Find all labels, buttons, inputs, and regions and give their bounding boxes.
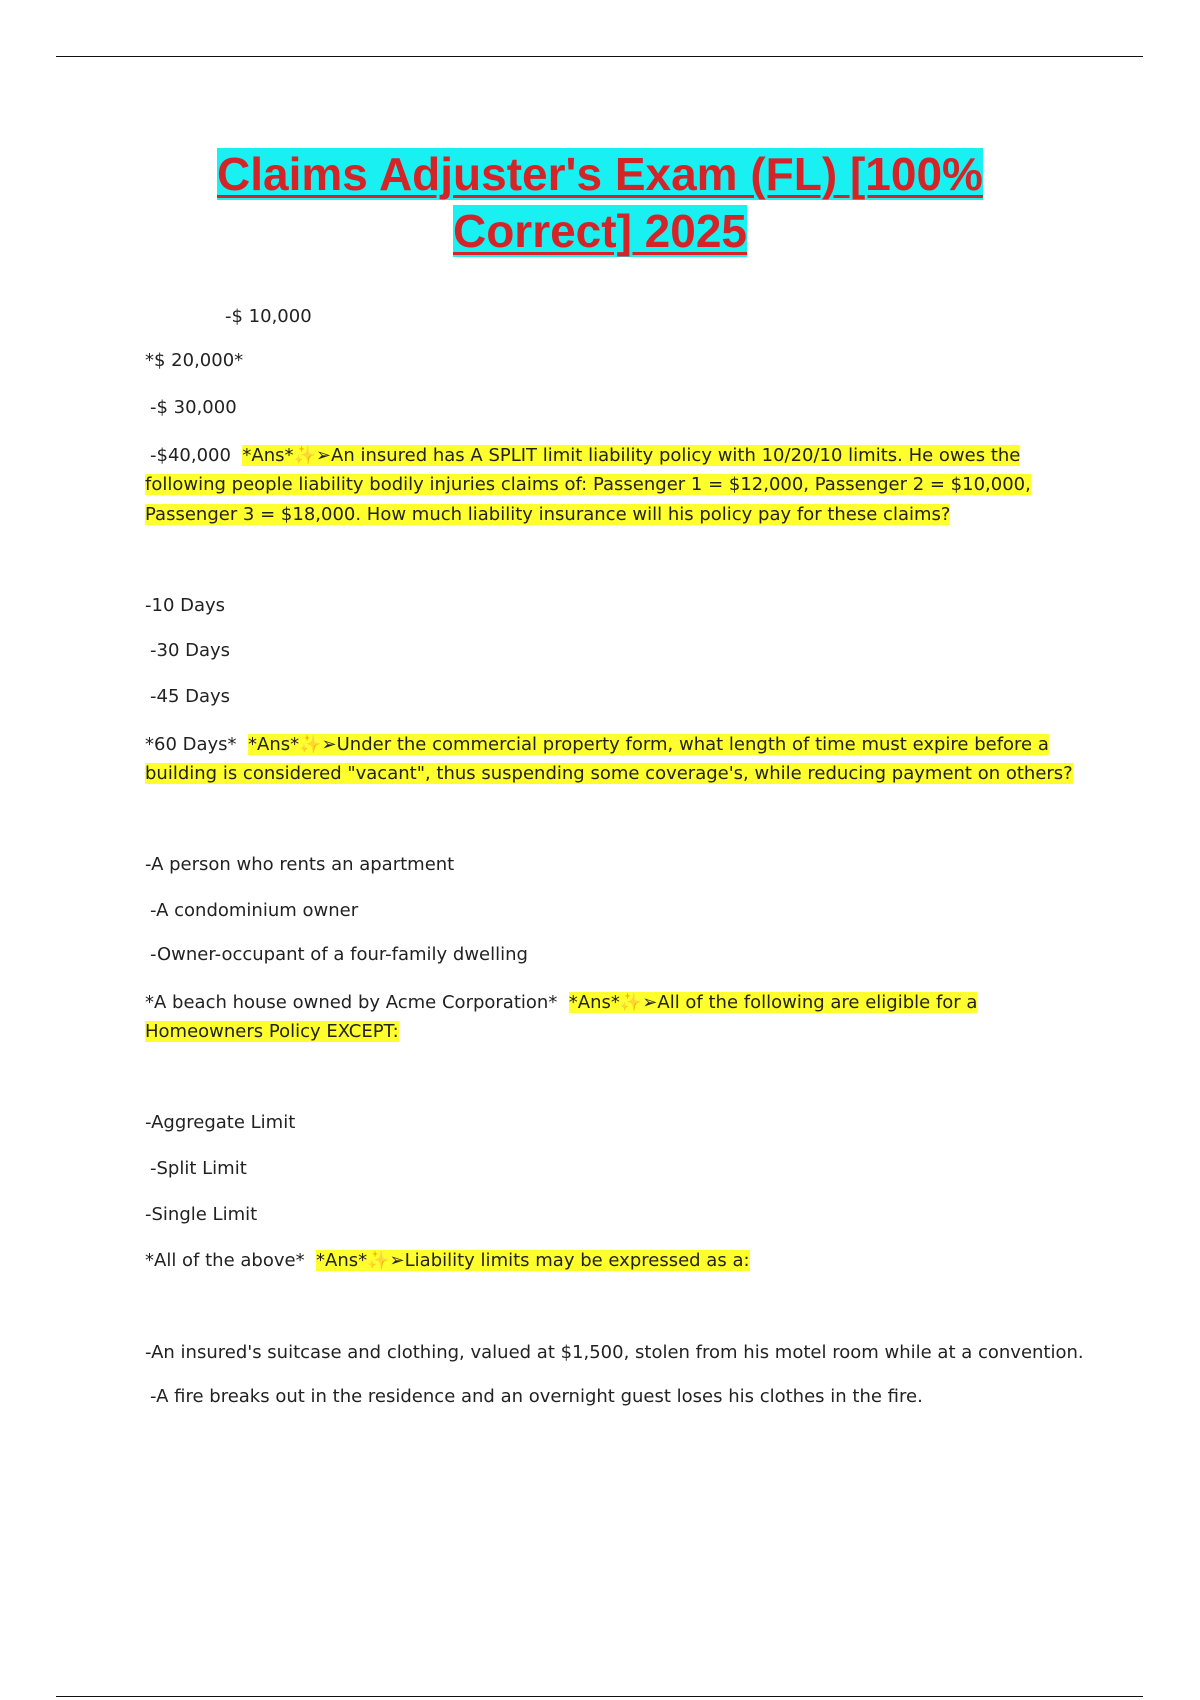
sparkle-arrow-icon: ✨➢	[299, 734, 337, 755]
sparkle-arrow-icon: ✨➢	[367, 1250, 405, 1271]
q3-answer-line	[145, 988, 977, 1017]
q3-question-l1: All of the following are eligible for a	[657, 992, 978, 1013]
q1-question-l2: following people liability bodily injuries claims of: Passenger 1 = $12,000, Passenger 2 = $10,000,	[145, 474, 1031, 495]
q3-option-1: -A person who rents an apartment	[145, 854, 455, 875]
q1-ans-label: *Ans*	[242, 445, 294, 466]
q3-option-2: -A condominium owner	[150, 900, 359, 921]
q4-option-4: *All of the above*	[145, 1250, 305, 1271]
q1-question-l1: An insured has A SPLIT limit liability policy with 10/20/10 limits. He owes the	[331, 445, 1021, 466]
q4-option-2: -Split Limit	[150, 1158, 247, 1179]
q1-option-3: -$ 30,000	[150, 397, 237, 418]
q3-question-line-2	[145, 1017, 399, 1046]
sparkle-arrow-icon: ✨➢	[293, 445, 331, 466]
q2-option-2: -30 Days	[150, 640, 231, 661]
top-rule	[56, 56, 1143, 57]
q2-option-1: -10 Days	[145, 595, 226, 616]
q1-question-line-3	[145, 500, 950, 529]
q1-question-l3: Passenger 3 = $18,000. How much liability insurance will his policy pay for these claims?	[145, 504, 951, 525]
title-line-1: Claims Adjuster's Exam (FL) [100%	[217, 148, 983, 200]
q3-question-l2: Homeowners Policy EXCEPT:	[145, 1021, 399, 1042]
title-line-2: Correct] 2025	[452, 205, 748, 257]
q4-answer-line	[145, 1246, 750, 1275]
q3-option-4: *A beach house owned by Acme Corporation*	[145, 992, 558, 1013]
q1-option-1: -$ 10,000	[225, 306, 312, 327]
q2-answer-line	[145, 730, 1049, 759]
q1-option-4: -$40,000	[150, 445, 231, 466]
q1-question-line-2	[145, 470, 1031, 499]
sparkle-arrow-icon: ✨➢	[619, 992, 658, 1013]
q2-question-l1: Under the commercial property form, what length of time must expire before a	[336, 734, 1049, 755]
page-title	[0, 146, 1200, 260]
q2-question-l2: building is considered "vacant", thus suspending some coverage's, while reducing payment on others?	[145, 763, 1073, 784]
q4-question-l1: Liability limits may be expressed as a:	[404, 1250, 750, 1271]
q2-option-4: *60 Days*	[145, 734, 237, 755]
q4-option-3: -Single Limit	[145, 1204, 258, 1225]
q1-answer-line	[150, 441, 1020, 470]
q5-option-2: -A fire breaks out in the residence and an overnight guest loses his clothes in the fire.	[150, 1386, 923, 1407]
bottom-rule	[56, 1696, 1143, 1697]
q4-ans-label: *Ans*	[316, 1250, 368, 1271]
q3-option-3: -Owner-occupant of a four-family dwelling	[150, 944, 528, 965]
q3-ans-label: *Ans*	[568, 992, 620, 1013]
q2-question-line-2	[145, 759, 1073, 788]
q4-option-1: -Aggregate Limit	[145, 1112, 296, 1133]
q5-option-1: -An insured's suitcase and clothing, valued at $1,500, stolen from his motel room while at a convention.	[145, 1342, 1084, 1363]
q2-ans-label: *Ans*	[248, 734, 300, 755]
q2-option-3: -45 Days	[150, 686, 231, 707]
q1-option-2: *$ 20,000*	[145, 350, 244, 371]
